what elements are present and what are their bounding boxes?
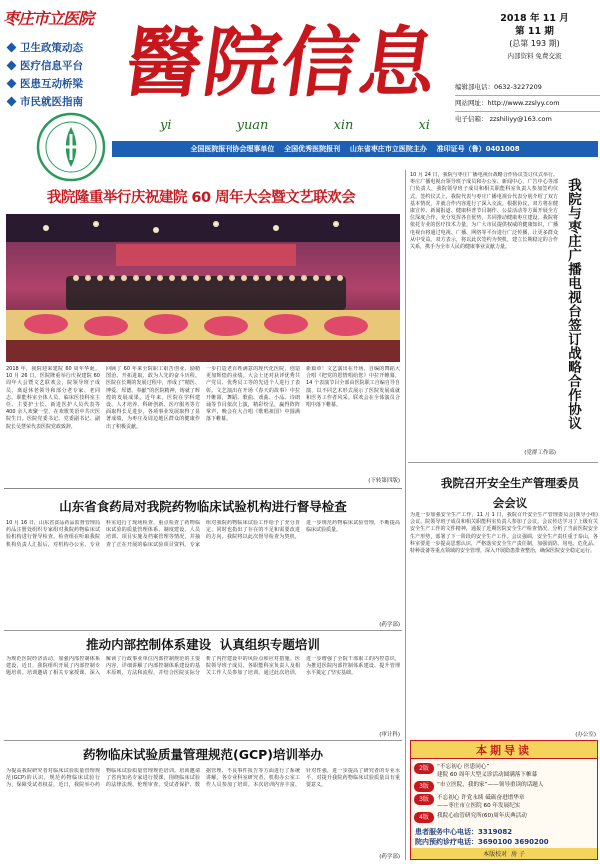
lead-col-4: 新篇章！文艺演出在开场，自编的舞蹈大合唱《把党的恩情唱给您》中拉开帷幕，14 个表演节目全部由医院职工自编自导自演，以不同艺术形式展示了医院发展成就和医务工作者风采。联欢会在全体演员合唱中落下帷幕。 [306, 366, 400, 409]
gcp-credit: (药学部) [379, 622, 400, 628]
appointment-phone: 院内预约诊疗电话：3690100 3690200 [415, 838, 549, 846]
lead-headline [4, 186, 398, 207]
guide-line: 不忘初心 许党永续 砥砺奋进谱华章 [437, 795, 525, 801]
guide-line: 我院心血管研究所(60)周年庆典活动 [437, 813, 527, 819]
nav-item[interactable] [6, 92, 111, 110]
logo-title [120, 6, 445, 106]
safety-body: 为进一步加强安全生产工作，11 月 1 日，我院召开安全生产管理委员会(领导小组)会议。院领导班子成员和相关职能科室负责人参加了会议。会议传达学习了上级有关安全生产工作的文件精神，通报了近期医院安全生产检查情况，分析了当前医院安全生产形势，部署了下一阶段的安全生产工作。会议强调，安全生产责任重于泰山，各科室要进一步提高思想认识，严格落实安全生产责任制，加强消防、用电、危化品、特种设备等重点领域的安全管理，深入开展隐患排查整治，确保医院安全稳定运行。 [410, 512, 598, 555]
guide-item[interactable] [414, 781, 594, 792]
gcp-training-title-text: 药物临床试验质量管理规范(GCP)培训举办 [82, 747, 324, 762]
training-title [4, 634, 402, 653]
guide-item[interactable] [414, 794, 594, 810]
safety-title [440, 472, 580, 512]
guide-line: 建院 60 周年大型义诊活动圆满落下帷幕 [437, 772, 538, 778]
gcp-training-credit: (药学部) [379, 854, 400, 860]
hospital-name [3, 6, 113, 29]
lead-col-1: 2018 年，我院迎来建院 60 周年华诞。10 月 26 日，医院隆重举行庆祝建院 60 周年大会暨文艺联欢会，院领导班子成员、离退休老领导和部分老专家、老同志、职能科室全体人员、临床医技科室主任、主要护士长、新进医护人员代表等 400 余人欢聚一堂，在欢歌笑语中共庆医院生日。医院党委书记、党委副书记、副院长吴慧荣代表医院党政致辞， [6, 366, 100, 430]
diamond-bullet-icon [7, 78, 17, 88]
pinyin-syllable: yi [160, 118, 172, 133]
broadcast-credit: (党群工作部) [524, 450, 556, 456]
lead-headline-text: 我院隆重举行庆祝建院 60 周年大会暨文艺联欢会 [46, 190, 356, 206]
guide-footer [411, 848, 597, 859]
issue-number: 第 11 期 [515, 26, 554, 37]
masthead-nav [6, 38, 111, 110]
nav-item-label: 医患互动桥梁 [20, 77, 83, 90]
internal-line: 内部资料 免费交流 [507, 52, 562, 60]
guide-item[interactable] [414, 763, 594, 779]
guide-page-badge: 3版 [414, 794, 434, 805]
guide-title: 本期导读 [476, 743, 532, 757]
broadcast-body: 10 月 24 日，我院与枣庄广播电视台战略合作协议签订仪式举行。枣庄广播电视台领导班子成员和办公室、新闻中心、广告中心等部门负责人，我院领导班子成员和相关职能科室负责人参加签约仪式。签约仪式上，我院代表与枣庄广播电视台代表分别介绍了双方基本情况，并就合作内容进行了深入交流。根据协议，双方将在健康宣传、新闻报道、健康科普节目制作、公益活动等方面开展全方位深度合作，充分发挥各自优势，共同推动健康枣庄建设。我院将依托专业的医疗技术力量，为广大市民提供权威的健康知识，广播电视台将通过电视、广播、网络等平台进行广泛传播，让更多群众从中受益。双方表示，将以此次签约为契机，建立长期稳定的合作关系，携手为全市人民的健康事业贡献力量。 [410, 172, 558, 251]
column-divider [405, 170, 406, 860]
divider [408, 462, 598, 463]
safety-credit: (办公室) [575, 732, 596, 738]
banner-text: 全国医院报刊协会理事单位 全国优秀医院报刊 山东省枣庄市立医院主办 准印证号（鲁）0401008 [190, 145, 520, 153]
nav-item[interactable] [6, 74, 111, 92]
diamond-bullet-icon [7, 96, 17, 106]
divider [4, 488, 402, 489]
service-phone: 患者服务中心电话：3319082 [415, 828, 513, 836]
issue-date: 2018 年 11 月 [500, 13, 569, 24]
broadcast-title [564, 178, 594, 430]
logo-title-text: 醫院信息 [119, 17, 444, 107]
diamond-bullet-icon [7, 42, 17, 52]
lead-col-2: 回顾了 60 年来全院职工艰苦创业、励精图治、开拓进取、敢为人先的奋斗历程。医院在长期的发展过程中，形成了“精医、博爱、厚德、奉献”的医院精神，铸就了辉煌的发展成果。近年来，医院在学科建设、人才培养、科研创新、医疗服务等方面取得长足进步，各项事业发展取得了显著成绩，为枣庄及周边地区群众的健康作出了积极贡献。 [106, 366, 200, 430]
issue-info [472, 12, 597, 62]
total-issue: (总第 193 期) [509, 39, 560, 48]
lead-caption: (下转第四版) [368, 478, 400, 484]
guide-page-badge: 4版 [414, 812, 434, 823]
nav-item[interactable] [6, 38, 111, 56]
lead-col-3: 一步打造老百姓满意的现代化医院，创造更加辉煌的业绩。大会上还对获评优秀共产党员、优秀员工等的先进个人进行了表彰。文艺演出在开场《春天的故事》中拉开帷幕，舞蹈、歌曲、戏曲、小品、诗朗诵等节目依次上演，精彩纷呈，赢得阵阵掌声，晚会在大合唱《歌唱祖国》中圆满落下帷幕。 [206, 366, 300, 423]
guide-header [411, 741, 597, 759]
pinyin-row [160, 118, 430, 133]
reporter-line: 本版校对 房 子 [483, 851, 525, 858]
training-credit: (审计科) [379, 732, 400, 738]
safety-title-text: 我院召开安全生产管理委员会会议 [441, 476, 579, 510]
broadcast-title-text: 我院与枣庄广播电视台签订战略合作协议 [565, 178, 581, 430]
guide-page-badge: 3版 [414, 781, 434, 792]
guide-line: “不忘初心 医患同心” [437, 764, 490, 770]
nav-item-label: 市民就医指南 [20, 95, 83, 108]
diamond-bullet-icon [7, 60, 17, 70]
nav-item[interactable] [6, 56, 111, 74]
gcp-training-body: 为提高我院研究者对临床试验质量管理规范(GCP)的认识，规范药物临床试验行为，保障受试者权益，近日，我院举办药物临床试验质量管理规范培训。培训邀请了省内知名专家进行授课，围绕临床试验的法律法规、伦理审查、受试者保护、数据管理、不良事件报告等方面进行了系统讲解。各专业科室研究者、机构办公室工作人员参加了培训。本次培训内容丰富、针对性强，进一步提高了研究者的专业水平，对提升我院药物临床试验质量具有重要意义。 [6, 768, 400, 789]
edit-phone: 编辑部电话：0632-3227209 [455, 80, 600, 96]
guide-line: ——枣庄市立医院 60 年发展纪实 [437, 803, 521, 809]
hospital-name-text: 枣庄市立医院 [3, 9, 94, 28]
guide-phones [411, 827, 597, 847]
pinyin-syllable: yuan [236, 118, 269, 133]
guide-box [410, 740, 598, 860]
contact-info [455, 80, 600, 127]
nav-item-label: 卫生政策动态 [20, 41, 83, 54]
training-body: 为规范医院经济活动，加强内部控制体系建设，近日，我院组织开展了内部控制专题培训。培训邀请了相关专家授课，深入解读了行政事业单位内部控制规范的主要内容，详细讲解了内部控制体系建设的基本原则、方法和流程，并结合医院实际分析了内控建设中的风险点和应对措施。医院领导班子成员、各职能科室负责人及相关工作人员参加了培训。通过此次培训，进一步增强了全院干部职工的内控意识，为推进医院内部控制体系建设、提升管理水平奠定了坚实基础。 [6, 656, 400, 677]
lead-photo [6, 214, 400, 362]
masthead [0, 0, 600, 140]
guide-line: “市立医院，我的家”——领导重读的话题人 [437, 782, 544, 788]
gcp-title [4, 496, 402, 515]
hospital-emblem-icon [36, 112, 106, 182]
banner [112, 141, 598, 157]
divider [4, 630, 402, 631]
guide-item[interactable] [414, 812, 594, 823]
nav-item-label: 医疗信息平台 [20, 59, 83, 72]
pinyin-syllable: xin [333, 118, 354, 133]
website[interactable]: 网站网址：http://www.zzslyy.com [455, 96, 600, 112]
guide-page-badge: 2版 [414, 763, 434, 774]
email[interactable]: 电子信箱： zzshiliyy@163.com [455, 115, 552, 123]
guide-items [411, 759, 597, 823]
gcp-training-title [4, 744, 402, 763]
gcp-title-text: 山东省食药局对我院药物临床试验机构进行督导检查 [59, 499, 347, 514]
pinyin-syllable: xi [418, 118, 430, 133]
divider [4, 740, 402, 741]
training-title-text: 推动内部控制体系建设 认真组织专题培训 [86, 637, 320, 652]
gcp-body: 10 月 16 日，山东省食品药品监督管理局药品注册处组织专家组对我院药物临床试验机构进行督导检查。检查组在听取我院机构负责人汇报后，对机构办公室、专业科室进行了现场检查，重点检查了药物临床试验的质量管理体系、制度建设、人员培训、项目实施及档案管理等情况，并抽查了正在开展的临床试验项目资料。专家组对我院药物临床试验工作给予了充分肯定，同时也指出了存在的不足和需要改进的方向。我院将以此次督导检查为契机，进一步规范药物临床试验管理，不断提高临床试验质量。 [6, 520, 400, 548]
